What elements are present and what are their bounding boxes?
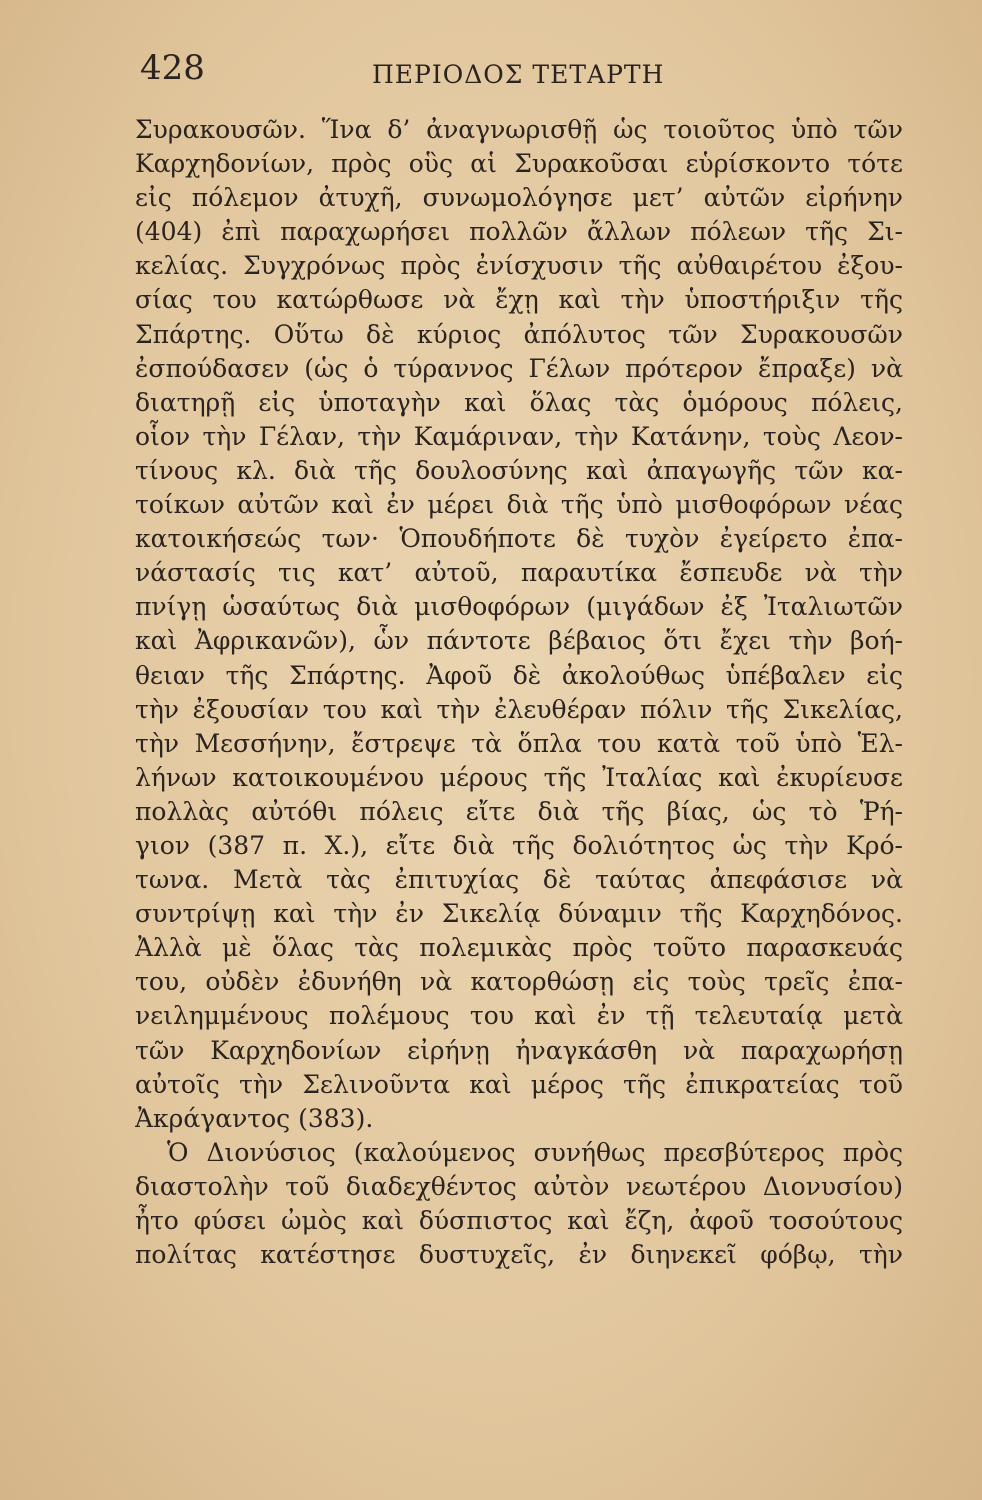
text-line: Συρακουσῶν. Ἵνα δ’ ἀναγνωρισθῇ ὡς τοιοῦτος ὑπὸ τῶν	[135, 115, 903, 144]
text-line: νάστασίς τις κατ’ αὐτοῦ, παραυτίκα ἔσπευδε νὰ τὴν	[135, 558, 903, 588]
text-line: (404) ἐπὶ παραχωρήσει πολλῶν ἄλλων πόλεων τῆς Σι-	[135, 217, 903, 247]
text-line: αὐτοῖς τὴν Σελινοῦντα καὶ μέρος τῆς ἐπικρατείας τοῦ	[135, 1069, 903, 1099]
text-line: ἐσπούδασεν (ὡς ὁ τύραννος Γέλων πρότερον ἔπραξε) νὰ	[135, 353, 903, 383]
text-line: ἦτο φύσει ὠμὸς καὶ δύσπιστος καὶ ἔζη, ἀφοῦ τοσούτους	[135, 1206, 903, 1235]
page-number: 428	[140, 48, 205, 88]
text-line: Ὁ Διονύσιος (καλούμενος συνήθως πρεσβύτερος πρὸς	[167, 1137, 903, 1167]
text-line: νειλημμένους πολέμους του καὶ ἐν τῇ τελευταίᾳ μετὰ	[135, 1001, 903, 1031]
text-line: Ἀλλὰ μὲ ὅλας τὰς πολεμικὰς πρὸς τοῦτο παρασκευάς	[135, 933, 903, 963]
text-line: τῶν Καρχηδονίων εἰρήνῃ ἠναγκάσθη νὰ παραχωρήσῃ	[135, 1035, 903, 1065]
running-head: ΠΕΡΙΟΔΟΣ ΤΕΤΑΡΤΗ	[372, 60, 665, 89]
text-line: Σπάρτης. Οὕτω δὲ κύριος ἀπόλυτος τῶν Συρακουσῶν	[135, 319, 903, 349]
text-line: τὴν ἐξουσίαν του καὶ τὴν ἐλευθέραν πόλιν τῆς Σικελίας,	[135, 694, 903, 724]
text-line: του, οὐδὲν ἐδυνήθη νὰ κατορθώσῃ εἰς τοὺς τρεῖς ἐπα-	[135, 967, 903, 997]
text-line: Καρχηδονίων, πρὸς οὓς αἱ Συρακοῦσαι εὑρίσκοντο τότε	[135, 149, 903, 179]
text-line: διαστολὴν τοῦ διαδεχθέντος αὐτὸν νεωτέρου Διονυσίου)	[135, 1171, 903, 1201]
text-line: πολίτας κατέστησε δυστυχεῖς, ἐν διηνεκεῖ φόβῳ, τὴν	[135, 1240, 903, 1270]
text-line: οἷον τὴν Γέλαν, τὴν Καμάριναν, τὴν Κατάνην, τοὺς Λεον-	[135, 421, 903, 451]
text-line: συντρίψῃ καὶ τὴν ἐν Σικελίᾳ δύναμιν τῆς Καρχηδόνος.	[135, 899, 903, 929]
text-line: σίας του κατώρθωσε νὰ ἔχῃ καὶ τὴν ὑποστήριξιν τῆς	[135, 285, 903, 315]
text-line: κατοικήσεώς των· Ὁπουδήποτε δὲ τυχὸν ἐγείρετο ἐπα-	[135, 524, 903, 554]
text-line: πολλὰς αὐτόθι πόλεις εἴτε διὰ τῆς βίας, ὡς τὸ Ῥή-	[135, 796, 903, 826]
text-line: τοίκων αὐτῶν καὶ ἐν μέρει διὰ τῆς ὑπὸ μισθοφόρων νέας	[135, 490, 903, 520]
text-line: κελίας. Συγχρόνως πρὸς ἐνίσχυσιν τῆς αὐθαιρέτου ἐξου-	[135, 251, 903, 281]
text-line: τωνα. Μετὰ τὰς ἐπιτυχίας δὲ ταύτας ἀπεφάσισε νὰ	[135, 865, 903, 895]
text-line: εἰς πόλεμον ἀτυχῆ, συνωμολόγησε μετ’ αὐτῶν εἰρήνην	[135, 183, 903, 213]
text-line: τίνους κλ. διὰ τῆς δουλοσύνης καὶ ἀπαγωγῆς τῶν κα-	[135, 455, 903, 485]
text-line: θειαν τῆς Σπάρτης. Ἀφοῦ δὲ ἀκολούθως ὑπέβαλεν εἰς	[135, 660, 903, 690]
text-line: πνίγῃ ὡσαύτως διὰ μισθοφόρων (μιγάδων ἐξ Ἰταλιωτῶν	[135, 592, 903, 622]
text-line: λήνων κατοικουμένου μέρους τῆς Ἰταλίας καὶ ἐκυρίευσε	[135, 762, 903, 792]
text-line: τὴν Μεσσήνην, ἔστρεψε τὰ ὅπλα του κατὰ τοῦ ὑπὸ Ἑλ-	[135, 728, 903, 758]
text-line: γιον (387 π. Χ.), εἴτε διὰ τῆς δολιότητος ὡς τὴν Κρό-	[135, 830, 903, 860]
text-line: καὶ Ἀφρικανῶν), ὧν πάντοτε βέβαιος ὅτι ἔχει τὴν βοή-	[135, 626, 903, 656]
page-header	[140, 48, 900, 98]
text-line: διατηρῇ εἰς ὑποταγὴν καὶ ὅλας τὰς ὁμόρους πόλεις,	[135, 387, 903, 417]
body-text	[135, 113, 903, 1272]
text-line: Ἀκράγαντος (383).	[135, 1103, 374, 1133]
